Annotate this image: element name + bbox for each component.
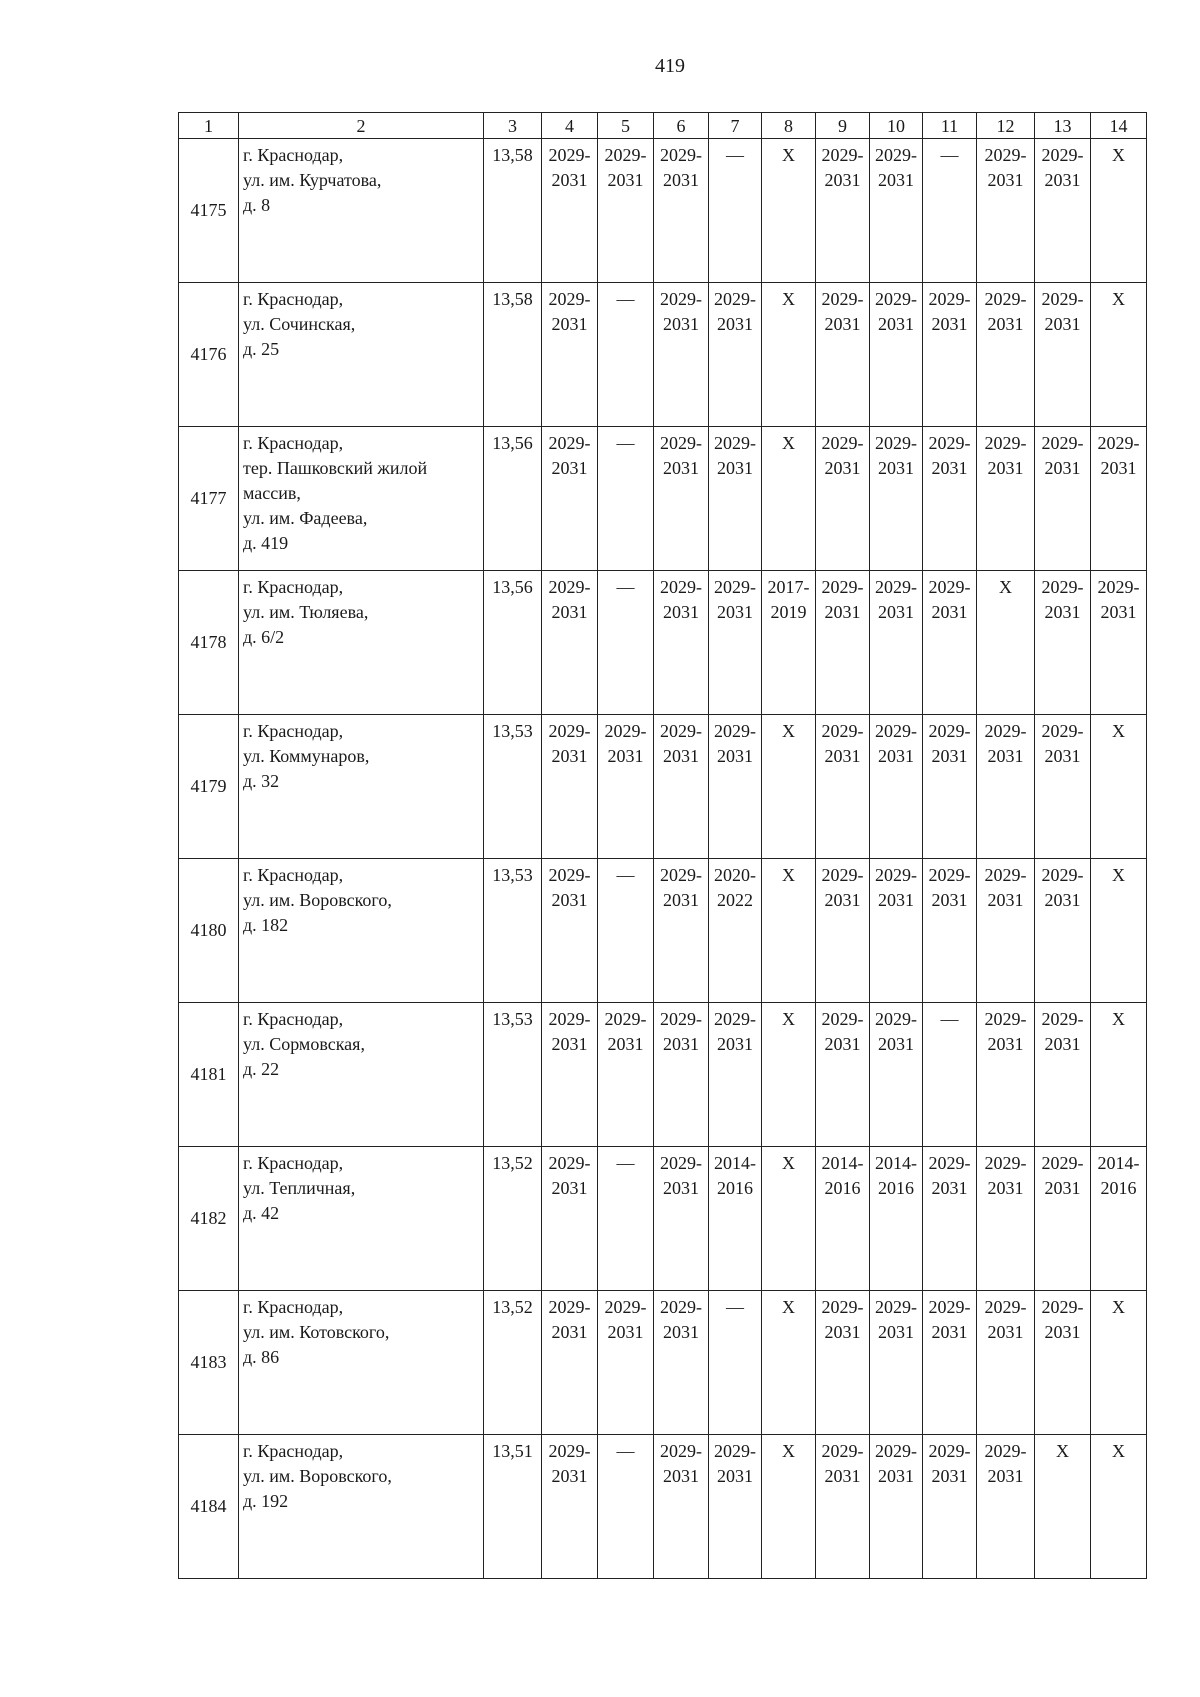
address-cell [239, 571, 484, 715]
period-cell: X [1091, 139, 1147, 283]
period-cell: X [1091, 1291, 1147, 1435]
address-cell [239, 427, 484, 571]
address-line: д. 42 [243, 1203, 280, 1223]
row-number: 4182 [179, 1147, 239, 1291]
value-cell: 13,53 [484, 1003, 542, 1147]
column-header: 7 [709, 113, 762, 139]
period-cell: — [598, 859, 654, 1003]
period-cell: 2029- 2031 [1035, 427, 1091, 571]
period-cell: 2029- 2031 [598, 139, 654, 283]
row-number: 4177 [179, 427, 239, 571]
address-cell [239, 283, 484, 427]
table-row [179, 715, 1147, 859]
value-cell: 13,58 [484, 139, 542, 283]
value-cell: 13,58 [484, 283, 542, 427]
period-cell: 2029- 2031 [1035, 859, 1091, 1003]
period-cell: 2029- 2031 [870, 571, 923, 715]
period-cell: — [709, 1291, 762, 1435]
period-cell: 2029- 2031 [654, 859, 709, 1003]
table-row [179, 283, 1147, 427]
period-cell: 2029- 2031 [923, 1291, 977, 1435]
period-cell: 2029- 2031 [1035, 1003, 1091, 1147]
period-cell: 2029- 2031 [709, 571, 762, 715]
period-cell: 2029- 2031 [654, 1435, 709, 1579]
period-cell: 2029- 2031 [870, 715, 923, 859]
period-cell: 2029- 2031 [870, 1435, 923, 1579]
address-line: д. 25 [243, 339, 280, 359]
period-cell: 2029- 2031 [654, 571, 709, 715]
period-cell: X [1091, 859, 1147, 1003]
period-cell: X [762, 427, 816, 571]
period-cell: X [1091, 283, 1147, 427]
row-number: 4176 [179, 283, 239, 427]
column-header: 8 [762, 113, 816, 139]
period-cell: 2029- 2031 [709, 427, 762, 571]
period-cell: 2029- 2031 [1035, 1291, 1091, 1435]
table-row [179, 1291, 1147, 1435]
table-body [179, 139, 1147, 1579]
period-cell: — [598, 1147, 654, 1291]
period-cell: 2029- 2031 [542, 1435, 598, 1579]
period-cell: 2029- 2031 [816, 1435, 870, 1579]
period-cell: 2029- 2031 [654, 139, 709, 283]
column-header: 10 [870, 113, 923, 139]
address-line: ул. Коммунаров, [243, 746, 370, 766]
row-number: 4179 [179, 715, 239, 859]
column-header: 13 [1035, 113, 1091, 139]
period-cell: 2029- 2031 [977, 283, 1035, 427]
period-cell: 2029- 2031 [977, 1003, 1035, 1147]
period-cell: — [923, 139, 977, 283]
period-cell: X [762, 139, 816, 283]
period-cell: 2029- 2031 [542, 283, 598, 427]
address-line: г. Краснодар, [243, 1441, 344, 1461]
period-cell: 2029- 2031 [542, 427, 598, 571]
value-cell: 13,52 [484, 1147, 542, 1291]
address-line: д. 22 [243, 1059, 280, 1079]
period-cell: 2029- 2031 [923, 283, 977, 427]
column-header: 14 [1091, 113, 1147, 139]
period-cell: 2029- 2031 [654, 1003, 709, 1147]
period-cell: X [977, 571, 1035, 715]
column-header: 1 [179, 113, 239, 139]
row-number: 4178 [179, 571, 239, 715]
value-cell: 13,53 [484, 859, 542, 1003]
period-cell: 2029- 2031 [816, 571, 870, 715]
address-line: ул. им. Воровского, [243, 890, 392, 910]
row-number: 4180 [179, 859, 239, 1003]
period-cell: 2029- 2031 [923, 1147, 977, 1291]
column-header: 3 [484, 113, 542, 139]
address-cell [239, 1147, 484, 1291]
address-line: д. 182 [243, 915, 289, 935]
column-header: 4 [542, 113, 598, 139]
address-line: г. Краснодар, [243, 145, 344, 165]
period-cell: 2029- 2031 [542, 571, 598, 715]
period-cell: 2029- 2031 [870, 1003, 923, 1147]
period-cell: 2029- 2031 [598, 1291, 654, 1435]
value-cell: 13,53 [484, 715, 542, 859]
period-cell: 2029- 2031 [542, 1147, 598, 1291]
period-cell: 2029- 2031 [709, 1003, 762, 1147]
table-row [179, 859, 1147, 1003]
address-line: д. 6/2 [243, 627, 285, 647]
period-cell: 2029- 2031 [654, 283, 709, 427]
period-cell: X [762, 283, 816, 427]
address-line: ул. Тепличная, [243, 1178, 356, 1198]
address-line: массив, [243, 483, 301, 503]
period-cell: 2029- 2031 [816, 1003, 870, 1147]
period-cell: 2017- 2019 [762, 571, 816, 715]
column-header: 11 [923, 113, 977, 139]
address-line: г. Краснодар, [243, 1297, 344, 1317]
period-cell: 2020- 2022 [709, 859, 762, 1003]
period-cell: 2029- 2031 [709, 1435, 762, 1579]
period-cell: 2029- 2031 [1035, 1147, 1091, 1291]
table-row [179, 427, 1147, 571]
address-line: ул. им. Котовского, [243, 1322, 390, 1342]
row-number: 4175 [179, 139, 239, 283]
period-cell: X [1091, 1435, 1147, 1579]
period-cell: — [598, 571, 654, 715]
period-cell: 2029- 2031 [1035, 571, 1091, 715]
period-cell: 2029- 2031 [654, 1291, 709, 1435]
row-number: 4181 [179, 1003, 239, 1147]
address-line: д. 32 [243, 771, 280, 791]
period-cell: 2029- 2031 [542, 859, 598, 1003]
period-cell: — [598, 1435, 654, 1579]
address-line: ул. им. Тюляева, [243, 602, 369, 622]
value-cell: 13,56 [484, 427, 542, 571]
period-cell: 2029- 2031 [1035, 283, 1091, 427]
value-cell: 13,56 [484, 571, 542, 715]
row-number: 4184 [179, 1435, 239, 1579]
period-cell: X [762, 1435, 816, 1579]
address-cell [239, 859, 484, 1003]
period-cell: 2029- 2031 [1091, 427, 1147, 571]
address-line: д. 86 [243, 1347, 280, 1367]
address-line: г. Краснодар, [243, 433, 344, 453]
period-cell: 2029- 2031 [977, 1147, 1035, 1291]
address-line: ул. им. Фадеева, [243, 508, 368, 528]
page-number: 419 [655, 55, 685, 77]
table-row [179, 1435, 1147, 1579]
address-line: ул. Сормовская, [243, 1034, 365, 1054]
period-cell: X [762, 1147, 816, 1291]
period-cell: 2029- 2031 [654, 427, 709, 571]
period-cell: 2029- 2031 [870, 1291, 923, 1435]
column-number-row [179, 113, 1147, 139]
period-cell: X [1091, 715, 1147, 859]
column-header: 9 [816, 113, 870, 139]
address-line: г. Краснодар, [243, 577, 344, 597]
period-cell: 2029- 2031 [654, 1147, 709, 1291]
period-cell: 2029- 2031 [977, 1291, 1035, 1435]
address-cell [239, 1003, 484, 1147]
period-cell: 2029- 2031 [598, 715, 654, 859]
period-cell: 2029- 2031 [977, 1435, 1035, 1579]
period-cell: 2029- 2031 [816, 283, 870, 427]
table-row [179, 571, 1147, 715]
address-line: г. Краснодар, [243, 1153, 344, 1173]
period-cell: 2029- 2031 [977, 139, 1035, 283]
period-cell: X [762, 1003, 816, 1147]
address-line: г. Краснодар, [243, 1009, 344, 1029]
address-line: ул. им. Воровского, [243, 1466, 392, 1486]
period-cell: X [762, 1291, 816, 1435]
address-line: г. Краснодар, [243, 721, 344, 741]
address-line: ул. им. Курчатова, [243, 170, 382, 190]
period-cell: 2029- 2031 [709, 715, 762, 859]
period-cell: 2029- 2031 [816, 1291, 870, 1435]
period-cell: 2014- 2016 [1091, 1147, 1147, 1291]
period-cell: 2029- 2031 [870, 427, 923, 571]
period-cell: 2029- 2031 [816, 715, 870, 859]
period-cell: 2029- 2031 [870, 283, 923, 427]
period-cell: X [762, 859, 816, 1003]
period-cell: 2029- 2031 [977, 427, 1035, 571]
period-cell: 2029- 2031 [977, 859, 1035, 1003]
period-cell: 2029- 2031 [816, 427, 870, 571]
period-cell: 2029- 2031 [923, 859, 977, 1003]
period-cell: 2029- 2031 [977, 715, 1035, 859]
period-cell: 2029- 2031 [816, 139, 870, 283]
table-row [179, 139, 1147, 283]
period-cell: 2029- 2031 [923, 427, 977, 571]
schedule-table [178, 112, 1147, 1579]
period-cell: 2029- 2031 [598, 1003, 654, 1147]
period-cell: 2029- 2031 [1035, 715, 1091, 859]
period-cell: 2029- 2031 [542, 1291, 598, 1435]
column-header: 12 [977, 113, 1035, 139]
period-cell: — [923, 1003, 977, 1147]
period-cell: — [598, 427, 654, 571]
period-cell: — [598, 283, 654, 427]
period-cell: 2029- 2031 [709, 283, 762, 427]
row-number: 4183 [179, 1291, 239, 1435]
period-cell: X [1091, 1003, 1147, 1147]
period-cell: 2029- 2031 [1035, 139, 1091, 283]
period-cell: 2029- 2031 [542, 1003, 598, 1147]
value-cell: 13,51 [484, 1435, 542, 1579]
address-line: д. 8 [243, 195, 271, 215]
address-cell [239, 1435, 484, 1579]
address-line: тер. Пашковский жилой [243, 458, 428, 478]
address-cell [239, 139, 484, 283]
address-line: д. 419 [243, 533, 289, 553]
period-cell: 2029- 2031 [816, 859, 870, 1003]
table-row [179, 1003, 1147, 1147]
period-cell: 2029- 2031 [870, 859, 923, 1003]
period-cell: 2029- 2031 [923, 1435, 977, 1579]
address-cell [239, 1291, 484, 1435]
period-cell: 2014- 2016 [709, 1147, 762, 1291]
period-cell: 2029- 2031 [923, 571, 977, 715]
period-cell: 2029- 2031 [923, 715, 977, 859]
address-line: д. 192 [243, 1491, 289, 1511]
column-header: 5 [598, 113, 654, 139]
address-line: г. Краснодар, [243, 865, 344, 885]
address-line: ул. Сочинская, [243, 314, 356, 334]
period-cell: 2029- 2031 [654, 715, 709, 859]
table-row [179, 1147, 1147, 1291]
period-cell: 2029- 2031 [1091, 571, 1147, 715]
address-cell [239, 715, 484, 859]
period-cell: — [709, 139, 762, 283]
period-cell: X [1035, 1435, 1091, 1579]
value-cell: 13,52 [484, 1291, 542, 1435]
column-header: 2 [239, 113, 484, 139]
period-cell: 2029- 2031 [870, 139, 923, 283]
column-header: 6 [654, 113, 709, 139]
address-line: г. Краснодар, [243, 289, 344, 309]
period-cell: X [762, 715, 816, 859]
period-cell: 2014- 2016 [816, 1147, 870, 1291]
period-cell: 2029- 2031 [542, 715, 598, 859]
period-cell: 2014- 2016 [870, 1147, 923, 1291]
period-cell: 2029- 2031 [542, 139, 598, 283]
